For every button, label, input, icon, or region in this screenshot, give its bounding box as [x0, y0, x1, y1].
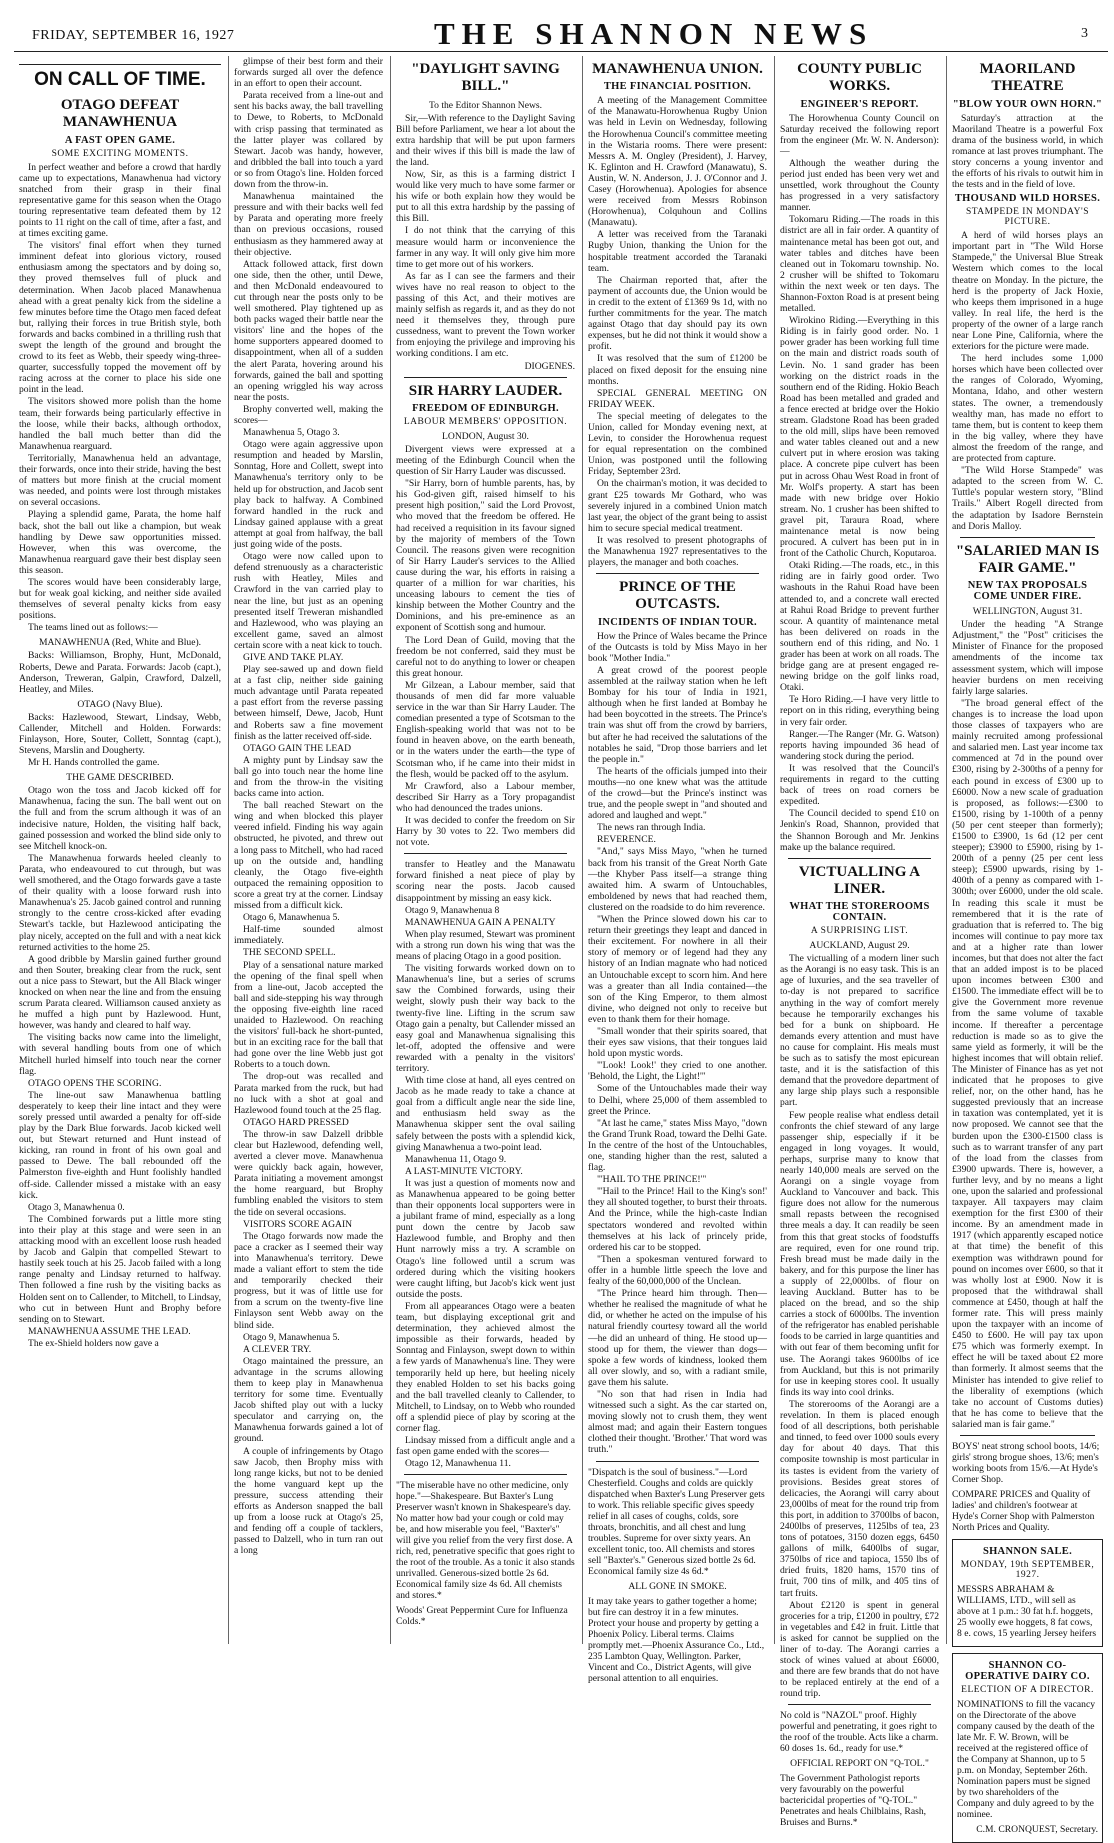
deck-surprising-list: A SURPRISING LIST. — [810, 926, 909, 937]
headline-county-works: COUNTY PUBLIC WORKS. — [797, 61, 922, 95]
paragraph: REVERENCE. — [597, 834, 656, 846]
paragraph: Te Horo Riding.—I have very little to report on in this riding, everything being in very fair order. — [780, 694, 939, 728]
ad-title: OFFICIAL REPORT ON "Q-TOL." — [790, 1758, 929, 1770]
paragraph: Lindsay missed from a difficult angle and a fast open game ended with the scores— — [396, 1435, 575, 1458]
column-1 — [14, 56, 226, 1644]
paragraph: The storerooms of the Aorangi are a revelation. In them is placed enough food of all descriptions, both perishable and tinned, to feed over 1000 souls every day for about 40 days. That this composite township is most particular in its tastes is evident from the variety of provisions. Besides great stores of delicacies, the Aorangi will carry about 23,000lbs of meat for the round trip from this port, in addition to 3700lbs of bacon, 2400lbs of preserves, 1125lbs of tea, 23 tons of potatoes, 3150 dozen eggs, 6450 gallons of milk, 6400lbs of sugar, 3750lbs of rice and tapioca, 1550 lbs of dried fruits, 1820 hams, 1570 tins of fruit, 700 tins of milk, and 405 tins of tart fruits. — [780, 1398, 939, 1599]
paragraph: Mr Gilzean, a Labour member, said that thousands of men did far more valuable service in the war than Sir Harry Lauder. The comedian presented a type of Scotsman to the English-speaking world that was not to be found in heaven above, on the earth beneath, or in the waters under the earth—the type of Scotsman who, if he came into their midst in the flesh, would be packed off to the asylum. — [396, 679, 575, 780]
subhead-blow-horn: "BLOW YOUR OWN HORN." — [952, 98, 1103, 110]
paragraph: Mr Crawford, also a Labour member, described Sir Harry as a Tory propagandist who had denounced the trades unions. — [396, 780, 575, 814]
paragraph: The Lord Dean of Guild, moving that the freedom be not conferred, said they must be careful not to do anything to lower or cheapen this great honour. — [396, 634, 575, 679]
paragraph: SPECIAL GENERAL MEETING ON FRIDAY WEEK. — [588, 387, 767, 410]
advertisement: The Government Pathologist reports very favourably on the powerful bactericidal properties of "Q-TOL." Penetrates and heals Chilblains, Rash, Bruises and Burns.* — [780, 1773, 927, 1829]
dairy-title: SHANNON CO-OPERATIVE DAIRY CO. — [965, 1660, 1090, 1683]
paragraph: A great crowd of the poorest people assembled at the railway station when he left Bombay for his tour of India in 1921, although when he first landed at Bombay he had been boycotted in the streets. The Prince's train was shut off from the crowd by barriers, but after he had received the salutations of the notables he said, "Drop those barriers and let the people in." — [588, 664, 767, 765]
paragraph: The scores would have been considerably large, but for weak goal kicking, and neither side availed themselves of several penalty kicks from easy positions. — [19, 576, 221, 622]
paragraph: It was just a question of moments now and as Manawhenua appeared to be going better than their opponents local supporters were in a jubilant frame of mind, especially as a long punt down the centre by Jacob saw Hazlewood fumble, and Brophy and then Hunt narrowly miss a try. A scramble on Otago's line followed until a scrum was ordered during which the visiting hookers were caught lifting, but Jacob's kick went just outside the posts. — [396, 1177, 575, 1300]
article-body — [19, 785, 221, 1349]
paragraph: Now, Sir, as this is a farming district I would like very much to have some farmer or his wife or both explain how they would be put to all this extra hardship by the passing of this Bill. — [396, 168, 575, 225]
divider — [788, 1704, 931, 1705]
paragraph: A CLEVER TRY. — [243, 1343, 312, 1355]
paragraph: A LAST-MINUTE VICTORY. — [405, 1165, 523, 1177]
paragraph: "When the Prince slowed down his car to return their greetings they leapt and danced in their excitement. For nowhere in all their story of memory or of legend had they any history of an Indian magnate who had noticed an Untouchable except to scorn him. And here was a greater than all India contained—the son of the King Emperor, to them almost divine, who deigned not only to receive but even to thank them for their homage. — [588, 914, 767, 1025]
advertisement: It may take years to gather together a home; but fire can destroy it in a few minutes. Protect your house and property by getting a Phoenix Policy. Liberal terms. Claims promptly met.—Phoenix Assurance Co., Ltd., 235 Lambton Quay, Wellington. Parker, Vincent and Co., District Agents, will give personal attention to all enquiries. — [588, 1595, 765, 1684]
paragraph: Territorially, Manawhenua held an advantage, their forwards, once into their stride, having the best of matters but more finish at the crucial moment was needed, and points were lost through mistakes on several occasions. — [19, 452, 221, 509]
dairy-signature: C.M. CRONQUEST, Secretary. — [976, 1824, 1098, 1836]
paragraph: "'Hail to the Prince! Hail to the King's son!' they all shouted together, to burst their throats. And the Prince, while the high-caste Indian spectators wondered and revolted within themselves at his lack of princely pride, ordered his car to be stopped. — [588, 1186, 767, 1253]
paragraph: A herd of wild horses plays an important part in "The Wild Horse Stampede," the Universal Blue Streak Western which comes to the local theatre on Monday. In the picture, the herd is the property of Jack Hoxie, who keeps them imprisoned in a huge valley. In real life, the herd is the property of the owner of a large ranch near Lone Pine, California, where the exteriors for the picture were made. — [952, 230, 1103, 353]
paragraph: THE SECOND SPELL. — [243, 947, 336, 959]
paragraph: "Then a spokesman ventured forward to offer in a humble little speech the love and fealty of the 60,000,000 of the Unclean. — [588, 1253, 767, 1288]
paragraph: Otago maintained the pressure, an advantage in the scrums allowing them to keep play in Manawhenua territory for some time. Eventually Jacob shifted play out with a lucky speculator and carrying on, the Manawhenua forwards gained a lot of ground. — [234, 1355, 383, 1445]
column-6 — [946, 56, 1108, 1836]
paragraph: Tokomaru Riding.—The roads in this district are all in fair order. A quantity of maintenance metal has been got out, and water tables and ditches have been cleaned out in Tokomaru township. No. 2 crusher will be shifted to Tokomaru within the next week or ten days. The Shannon-Foxton Road is at present being metalled. — [780, 214, 939, 315]
advertisement: "Dispatch is the soul of business."—Lord Chesterfield. Coughs and colds are quickly dispatched when Baxter's Lung Preserver gets to work. This reliable specific gives speedy relief in all cases of coughs, colds, sore throats, bronchitis, and all chest and lung troubles. Supreme for over sixty years. An excellent tonic, too. All chemists and stores sell "Baxter's." Generous sized bottle 2s 6d. Economical family size 4s 6d.* — [588, 1466, 765, 1577]
paragraph: Manawhenua maintained the pressure and with their backs well fed by Parata and operating more freely than on previous occasions, roused enthusiasm as they hammered away at their objective. — [234, 191, 383, 258]
paragraph: A couple of infringements by Otago saw Jacob, then Brophy miss with long range kicks, but not to be denied the home vanguard kept up the pressure, success attending their efforts as Anderson snapped the ball up from a loose ruck at Otago's 25, and fending off a couple of tacklers, passed to Dalzell, who in turn ran out a long — [234, 1445, 383, 1557]
team-title: OTAGO (Navy Blue). — [77, 698, 163, 710]
dateline: WELLINGTON, August 31. — [972, 606, 1083, 618]
dateline: LONDON, August 30. — [442, 430, 529, 442]
paragraph: OTAGO OPENS THE SCORING. — [28, 1077, 162, 1089]
newspaper-page — [14, 6, 1108, 1836]
paragraph: How the Prince of Wales became the Prince of the Outcasts is told by Miss Mayo in her book "Mother India." — [588, 630, 767, 664]
advertisement: "The miserable have no other medicine, only hope."—Shakespeare. But Baxter's Lung Preserver wasn't known in Shakespeare's day. No matter how bad your cough or cold may be, and how miserable you feel, "Baxter's" will give you relief from the very first dose. A rich, red, penetrative specific that goes right to the root of the trouble. As a tonic it also stands unrivalled. Generous-sized bottle 2s 6d. Economical family size 4s 6d. All chemists and stores.* — [396, 1480, 575, 1602]
paragraph: I do not think that the carrying of this measure would harm or inconvenience the farmer in any way. It will only give him more time to get more out of his workers. — [396, 225, 575, 270]
advertisement: Woods' Great Peppermint Cure for Influenza Colds.* — [396, 1605, 568, 1628]
paragraph: The news ran through India. — [597, 822, 706, 834]
paragraph: It was resolved to present photographs of the Manawhenua 1927 representatives to the players, the manager and both coaches. — [588, 534, 767, 569]
paragraph: "No son that had risen in India had witnessed such a sight. As the car started on, moving slowly not to crush them, they went almost mad; and again their Eastern tongues clothed their thought. 'Brother.' That word was truth." — [588, 1388, 767, 1456]
dairy-notice — [952, 1653, 1103, 1843]
paragraph: The visiting forwards worked down on to Manawhenua's line, but a series of scrums saw the Combined forwards, using their weight, slowly push their way back to the twenty-five line. Lifting in the scrum saw Otago gain a penalty, but Callender missed an easy goal and Manawhenua signalising this let-off, adopted the offensive and were rewarded with a penalty in the visitors' territory. — [396, 963, 575, 1074]
article-body — [952, 230, 1103, 532]
paragraph: OTAGO GAIN THE LEAD — [243, 742, 352, 754]
paragraph: The Chairman reported that, after the payment of accounts due, the Union would be in credit to the extent of £1369 9s 1d, with no further commitments for the year. The match against Otago that day should pay its own expenses, but he did not think it would show a profit. — [588, 274, 767, 353]
paragraph: A meeting of the Management Committee of the Manawatu-Horowhenua Rugby Union was held in Levin on Wednesday, following the Horowhenua Council's committee meeting in the Wistaria rooms. There were present: Messrs A. M. Ongley (President), J. Harvey, K. Eglinton and H. Crawford (Manawatu), S. Austin, W. N. Anderson, J. J. O'Connor and J. Casey (Horowhenua). Apologies for absence were received from Messrs Robinson (Horowhenua), Colquhoun and Collins (Manawatu). — [588, 95, 767, 229]
article-body — [234, 56, 383, 1556]
article-body — [396, 859, 575, 1469]
referee-line: Mr H. Hands controlled the game. — [28, 757, 160, 769]
paragraph: The herd includes some 1,000 horses which have been collected over the ranges of Colorado, Wyoming, Montana, Idaho, and other western states. The owner, a tremendously wealthy man, has made no effort to tame them, but is content to keep them in the big valley, where they have almost the freedom of the range, and are protected from capture. — [952, 353, 1103, 465]
paragraph: Otaki Riding.—The roads, etc., in this riding are in fairly good order. Two washouts in the Rahui Road have been attended to, and a concrete wall erected at Rahui Road Bridge to prevent further scour. A quantity of maintenance metal has been delivered on roads in the southern end of this riding, and No. 1 grader has been at work on all roads. The bridge gang are at present engaged re-newing bridge on the golf links road, Otaki. — [780, 560, 939, 694]
paragraph: When play resumed, Stewart was prominent with a strong run down his wing that was the means of placing Otago in a good position. — [396, 928, 575, 963]
headline-manawhenua-union: MANAWHENUA UNION. — [592, 61, 763, 77]
article-body — [396, 444, 575, 848]
paragraph: The special meeting of delegates to the Union, called for Monday evening next, at Levin, to consider the Horowhenua request for equal representation on the combined Union, was postponed until the following Friday, September 23rd. — [588, 410, 767, 478]
paragraph: Saturday's attraction at the Maoriland Theatre is a powerful Fox drama of the business world, in which romance at last proves triumphant. The story concerns a young inventor and the efforts of his rivals to outwit him in the tests and in the field of love. — [952, 112, 1103, 191]
article-body — [19, 162, 221, 634]
subhead-stampede: STAMPEDE IN MONDAY'S PICTURE. — [965, 207, 1090, 228]
article-body — [588, 631, 767, 1456]
paragraph: Manawhenua 11, Otago 9. — [405, 1153, 507, 1165]
page-number: 3 — [1081, 26, 1088, 41]
paragraph: MANAWHENUA GAIN A PENALTY — [405, 916, 556, 928]
divider — [960, 1435, 1095, 1436]
paragraph: transfer to Heatley and the Manawatu forward finished a neat piece of play by scoring near the posts. Jacob caused disappointment by missing an easy kick. — [396, 859, 575, 904]
paragraph: On the chairman's motion, it was decided to grant £25 towards Mr Gothard, who was severely injured in a combined Union match last year, the object of the grant being to assist him to secure special medical treatment. — [588, 478, 767, 534]
paragraph: VISITORS SCORE AGAIN — [243, 1218, 353, 1230]
paragraph: Divergent views were expressed at a meeting of the Edinburgh Council when the question of Sir Harry Lauder was discussed. — [396, 443, 575, 478]
paragraph: Ranger.—The Ranger (Mr. G. Watson) reports having impounded 36 head of wandering stock during the period. — [780, 728, 939, 762]
paragraph: A mighty punt by Lindsay saw the ball go into touch near the home line and from the throw-in the visiting backs came into action. — [234, 754, 383, 800]
paragraph: "'HAIL TO THE PRINCE!'" — [597, 1174, 707, 1186]
paragraph: The Council decided to spend £10 on Jenkin's Road, Shannon, provided that the Shannon Borough and Mr. Jenkins make up the balance required. — [780, 808, 939, 853]
column-3 — [390, 56, 580, 1644]
kicker-exciting-moments: SOME EXCITING MOMENTS. — [51, 148, 189, 159]
subhead-freedom: FREEDOM OF EDINBURGH. — [412, 402, 559, 414]
paragraph: "The broad general effect of the changes is to increase the load upon those classes of taxpayers who are mainly recruited among professional and salaried men. Last year income tax commenced at 7d in the pound over £300, rising by 2-300ths of a penny for each pound in excess of £300 up to £6000. Now a new scale of graduation is proposed, as follows:—£300 to £1500, rising by 1-100th of a penny (50 per cent steeper than formerly); £1500 to £3900, 1s 6d (12 per cent steeper); £3900 to £5900, rising by 1-200th of a penny (25 per cent less steep); £5900 upwards, rising by 1-400th of a penny as compared with 1-300th; over £6000, under the old scale. In reading this scale it must be remembered that it is the rate of graduation that is referred to. The big incomes will continue to pay more tax and at a higher rate than lower incomes, but that does not alter the fact that an added impost is to be placed upon incomes between £300 and £1500. The immediate effect will be to give the Government more revenue from the same volume of taxable income. If thereafter a percentage reduction is made so as to give the same yield as formerly, it will be the highest incomes that will obtain relief. The Minister of Finance has as yet not indicated that he proposes to give relief, nor, on the other hand, has he suggested previously that an increase in taxation was contemplated, yet it is now proposed. We cannot see that the burden upon the £300-£1500 class is such as to warrant transfer of any part of the load from the classes from £3900 upwards. There is, however, a further levy, and by no means a light one, upon the salaried and professional taxpayer. All taxpayers may claim exemption for the first £300 of their income. By an amendment made in 1917 (which apparently escaped notice at that time) the benefit of this exemption was withdrawn pound for pound on incomes over £600, so that it was wholly lost at £900. Now it is proposed that the withdrawal shall commence at £450, though at half the former rate. This will press mainly upon the taxpayer with an income of £450 to £600. He will pay tax upon £75 which was formerly exempt. In effect he will be taxed about £2 more than formerly. It almost seems that the Minister has intended to give relief to the liberality of exemptions (which take no account of Customs duties) that he has come to believe that the salaried man is fair game." — [952, 697, 1103, 1430]
sale-body: MESSRS ABRAHAM & WILLIAMS, LTD., will sell as above at 1 p.m.: 30 fat h.f. hoggets, 25 woolly ewe hoggets, 8 fat cows, 8 e. cows, 15 yearling Jersey heifers — [957, 1584, 1097, 1640]
divider — [960, 537, 1095, 538]
paragraph: Playing a splendid game, Parata, the home half back, shot the ball out like a champion, but weak handling by Dewe saw opportunities missed. However, when this was overcome, the Manawhenua rearguard gave their best display seen this season. — [19, 509, 221, 576]
paragraph: "Sir Harry, born of humble parents, has, by his God-given gift, raised himself to his present high position," said the Lord Provost, who moved that the freedom be offered. He had received a requisition in its favour signed by the majority of members of the Town Council. The reasons given were recognition of Sir Harry Lauder's services to the Allied cause during the war, his efforts in raising a quarter of a million for war charities, his unceasing labours to cement the ties of kinship between the Mother Country and the Dominions, and his pre-eminence as an exponent of Scottish song and humour. — [396, 478, 575, 634]
paragraph: The ball reached Stewart on the wing and when blocked this player veered infield. Finding his way again obstructed, he pivoted, and threw out a long pass to Mitchell, who had raced up on the outside and, handling cleanly, the Otago five-eighth outpaced the remaining opposition to score a great try at the corner. Lindsay missed from a difficult kick. — [234, 800, 383, 912]
paragraph: The hearts of the officials jumped into their mouths—no one knew what was the attitude of the crowd—but the Prince's instinct was true, and the people swept in "and shouted and adored and laughed and wept." — [588, 765, 767, 822]
paragraph: MANAWHENUA ASSUME THE LEAD. — [28, 1325, 191, 1337]
paragraph: It was resolved that the sum of £1200 be placed on fixed deposit for the ensuing nine months. — [588, 353, 767, 387]
paragraph: "And," says Miss Mayo, "when he turned back from his transit of the Great North Gate—the Khyber Pass itself—a strange thing awaited him. A swarm of Untouchables, emboldened by news that had reached them, clustered on the roadside to do him reverence. — [588, 846, 767, 913]
paragraph: Under the heading "A Strange Adjustment," the "Post" criticises the Minister of Finance for the proposed amendments of the income tax assessment system, which will impose heavier burdens on men receiving fairly large salaries. — [952, 619, 1103, 697]
column-2 — [228, 56, 388, 1644]
dateline: AUCKLAND, August 29. — [809, 940, 910, 952]
paragraph: In perfect weather and before a crowd that hardly came up to expectations, Manawhenua had victory snatched from their grasp in their final representative game for this season when the Otago touring representative team defeated them by 12 points to 11 right on the call of time, after a fast, and at times exciting game. — [19, 161, 221, 240]
paragraph: As far as I can see the farmers and their wives have no real reason to object to the passing of this Act, and their motives are mainly selfish as regards it, and as they do not need it themselves they, through pure cussedness, want to prevent the Town worker from enjoying the privilege and improving his working conditions. I am etc. — [396, 270, 575, 360]
paragraph: The visitors showed more polish than the home team, their forwards being particularly effective in the loose, while their backs, although orthodox, handled the ball much better than did the Manawhenua rearguard. — [19, 396, 221, 452]
subhead-financial: THE FINANCIAL POSITION. — [603, 81, 752, 93]
letter-salutation: To the Editor Shannon News. — [428, 99, 543, 111]
newspaper-title: THE SHANNON NEWS — [434, 16, 874, 51]
headline-victualling: VICTUALLING A LINER. — [798, 863, 921, 897]
paragraph: "Small wonder that their spirits soared, that their eyes saw visions, that their tongues laid hold upon mystic words. — [588, 1025, 767, 1060]
headline-salaried-man: "SALARIED MAN IS FAIR GAME." — [955, 542, 1100, 576]
divider — [596, 1461, 759, 1462]
paragraph: A letter was received from the Taranaki Rugby Union, thanking the Union for the hospitable treatment accorded the Taranaki team. — [588, 229, 767, 274]
paragraph: "The Wild Horse Stampede" was adapted to the screen from W. C. Tuttle's popular western story, "Blind Trails." Albert Rogell directed from the adaptation by Isadore Bernstein and Doris Malloy. — [952, 465, 1103, 532]
advertisement: BOYS' neat strong school boots, 14/6; girls' strong brogue shoes, 13/6; men's working boots from 15/6.—At Hyde's Corner Shop. — [952, 1441, 1100, 1486]
headline-on-call-of-time: ON CALL OF TIME. — [19, 64, 221, 91]
deck-labour: LABOUR MEMBERS' OPPOSITION. — [403, 416, 568, 427]
paragraph: The Combined forwards put a little more sting into their play at this stage and were seen in an attacking mood with an excellent loose rush headed by Jacob and Galpin that compelled Stewart to hastily seek touch at his 25. Jacob failed with a long range penalty and Lindsay returned to halfway. Then followed a fine rush by the visiting backs as Holden sent on to Callender, to Mitchell, to Lindsay, who cut in between Hunt and Brophy before sending on to Stewart. — [19, 1213, 221, 1325]
paragraph: From all appearances Otago were a beaten team, but displaying exceptional grit and determination, they achieved almost the impossible as their forwards, headed by Sonntag and Finlayson, swept down to within a few yards of Manawhenua's line. They were temporarily held up here, but heeling nicely they enabled Holden to set his backs going and the ball travelled cleanly to Callender, to Mitchell, to Lindsay, on to Webb who rounded off a splendid piece of play by scoring at the corner flag. — [396, 1300, 575, 1434]
team-list: Backs: Williamson, Brophy, Hunt, McDonald, Roberts, Dewe and Parata. Forwards: Jacob (capt.), Anderson, Treweran, Galpin, Crawford, Dalzell, Heatley, and Miles. — [19, 650, 221, 695]
paragraph: Manawhenua 5, Otago 3. — [243, 427, 340, 439]
headline-harry-lauder: SIR HARRY LAUDER. — [408, 382, 563, 399]
paragraph: GIVE AND TAKE PLAY. — [243, 651, 344, 663]
paragraph: OTAGO HARD PRESSED — [243, 1116, 349, 1128]
paragraph: Play of a sensational nature marked the opening of the final spell when from a line-out, Jacob accepted the ball and side-stepping his way through the opposing five-eighth line raced unaided to Hazlewood. On reaching the visitors' full-back he short-punted, but in an exciting race for the ball that had gone over the line Webb just got Roberts to a touch down. — [234, 959, 383, 1071]
paragraph: The visiting backs now came into the limelight, with several handling bouts from one of which Mitchell hurled himself into touch near the corner flag. — [19, 1032, 221, 1077]
column-4 — [582, 56, 772, 1684]
subhead-storerooms: WHAT THE STOREROOMS CONTAIN. — [789, 901, 930, 924]
paragraph: The Otago forwards now made the pace a cracker as I seemed their way into Manawhenua's territory. Dewe made a valiant effort to stem the tide and temporarily checked their progress, but it was of little use for from a scrum on the twenty-five line Finlayson sent Webb away on the blind side. — [234, 1230, 383, 1331]
paragraph: "'Look! Look!' they cried to one another. 'Behold, the Light, the Light!'" — [588, 1060, 767, 1083]
article-body — [588, 95, 767, 568]
team-title: MANAWHENUA (Red, White and Blue). — [38, 637, 202, 649]
paragraph: Parata received from a line-out and sent his backs away, the ball travelling to Dewe, to Roberts, to McDonald with crisp passing that terminated as the latter player was collared by Stewart. Jacob was handy, however, and dribbled the ball into touch a yard or so from Otago's line. Holden forced down from the throw-in. — [234, 90, 383, 191]
article-body — [780, 953, 939, 1699]
letter-signature: DIOGENES. — [524, 360, 575, 372]
divider — [404, 1474, 567, 1475]
paragraph: "The Prince heard him through. Then—whether he realised the magnitude of what he did, or whether he acted on the impulse of his natural friendly courtesy toward all the world—he did an unheard of thing. He stood up—stood up for them, the viewer than dogs—spoke a few words of kindness, looked them all over slowly, and so, with a radiant smile, gave them his salute. — [588, 1288, 767, 1388]
column-5 — [774, 56, 944, 1829]
paragraph: Otago were now called upon to defend strenuously as a characteristic rush with Heatley, Miles and Crawford in the van carried play to near the line, but just as an opening presented itself Treweran mishandled and Hazlewood, who was playing an excellent game, saved an almost certain score with a neat kick to touch. — [234, 551, 383, 651]
dairy-sub: ELECTION OF A DIRECTOR. — [961, 1685, 1094, 1696]
ad-title: ALL GONE IN SMOKE. — [628, 1580, 727, 1592]
paragraph: A good dribble by Marslin gained further ground and then Souter, breaking clear from the ruck, sent out a nice pass to Stewart, but the All Black winger knocked on when near the line and from the ensuing scrum Parata cleared. Williamson caused anxiety as he muffed a high punt by Hazlewood. Hunt, however, was handy and cleared to half way. — [19, 953, 221, 1032]
paragraph: Wirokino Riding.—Everything in this Riding is in fairly good order. No. 1 power grader has been working full time on the main and district roads south of Levin. No. 1 sand grader has been working on the district roads in the southern end of the Riding. Hokio Beach Road has been metalled and graded and a fence erected at bridge over the Hokio stream. Gladstone Road has been graded to the old mill, slips have been removed and water tables cleaned out and a new culvert put in where erosion was taking place. A concrete pipe culvert has been put in across Ohau West Road in front of Mr. Wolf's property. A start has been made with new bridge over Hokio stream. No. 1 crusher has been shifted to gravel pit, Taraura Road, where maintenance metal is now being procured. A culvert has been put in in front of the Catholic Church, Koputaroa. — [780, 315, 939, 560]
paragraph: Sir,—With reference to the Daylight Saving Bill before Parliament, we hear a lot about the extra hardship that will be put upon farmers and their wives if this bill is made the law of the land. — [396, 112, 575, 168]
divider — [788, 858, 931, 859]
paragraph: The visitors' final effort when they turned imminent defeat into glorious victory, roused enthusiasm among the spectators and by doing so, they proved themselves full of pluck and determination. When Jacob placed Manawhenua ahead with a great penalty kick from the sideline a few minutes before time the Otago men faced defeat but, rallying their forces in true British style, both forwards and backs combined in a thrilling rush that swept the length of the ground and brought the crowd to its feet as Webb, their speedy wing-three-quarter, successfully topped the movement off by racing across at the corner to place his side one point in the lead. — [19, 240, 221, 396]
paragraph: Otago were again aggressive upon resumption and headed by Marslin, Sonntag, Hore and Collett, swept into Manawhenua's territory only to be held up for obstruction, and Jacob sent play back to halfway. A Combined forward handled in the ruck and Lindsay gained applause with a great attempt at goal from halfway, the ball just going wide of the posts. — [234, 439, 383, 551]
paragraph: Attack followed attack, first down one side, then the other, until Dewe, and then McDonald endeavoured to cut through near the posts only to be well smothered. Play tightened up as both packs waged their battle near the visitors' line and the hopes of the home supporters appeared doomed to disappointment, when all of a sudden the alert Parata, hovering around his forwards, gained the ball and spotting an opening wriggled his way across near the posts. — [234, 258, 383, 403]
paragraph: "At last he came," states Miss Mayo, "down the Grand Trunk Road, toward the Delhi Gate. In the centre of the host of the Untouchables, one, standing higher than the rest, saluted a flag. — [588, 1117, 767, 1174]
paragraph: glimpse of their best form and their forwards surged all over the defence in an effort to open their account. — [234, 56, 383, 90]
advertisement: COMPARE PRICES and Quality of ladies' and children's footwear at Hyde's Corner Shop with Palmerston North Prices and Quality. — [952, 1489, 1095, 1534]
paragraph: Although the weather during the period just ended has been very wet and unsettled, work throughout the County has progressed in a very satisfactory manner. — [780, 157, 939, 214]
paragraph: The drop-out was recalled and Parata marked from the ruck, but had no luck with a shot at goal and Hazlewood found touch at the 25 flag. — [234, 1071, 383, 1116]
subhead-otago-defeat: OTAGO DEFEAT MANAWHENUA — [60, 97, 180, 131]
headline-maoriland-theatre: MAORILAND THEATRE — [979, 61, 1076, 95]
paragraph: Otago 3, Manawhenua 0. — [28, 1201, 125, 1213]
headline-wild-horses: THOUSAND WILD HORSES. — [954, 193, 1101, 205]
paragraph: Brophy converted well, making the scores— — [234, 403, 383, 426]
section-heading: THE GAME DESCRIBED. — [66, 772, 174, 784]
paragraph: Otago 6, Manawhenua 5. — [243, 912, 340, 924]
paragraph: With time close at hand, all eyes centred on Jacob as he made ready to take a chance at goal from a difficult angle near the side line, and enthusiasm held sway as the Manawhenua skipper sent the oval sailing safely between the posts with a splendid kick, giving Manawhenua a two-point lead. — [396, 1075, 575, 1153]
paragraph: Some of the Untouchables made their way to Delhi, where 25,000 of them assembled to greet the Prince. — [588, 1083, 767, 1117]
article-body — [952, 619, 1103, 1430]
article-body — [780, 113, 939, 853]
subhead-engineer: ENGINEER'S REPORT. — [800, 98, 919, 110]
paragraph: Few people realise what endless detail confronts the chief steward of any large passenger ship, especially if it be engaged in long voyages. It would, perhaps, surprise many to know that nearly 140,000 meals are served on the Aorangi on a single voyage from Auckland to Vancouver and back. This figure does not allow for the numerous small repasts between the recognised three meals a day. It can readily be seen from this that great stocks of foodstuffs are required, even for one round trip. Fresh bread must be made daily in the bakery, and for this purpose the liner has a supply of 22,000lbs. of flour on leaving Auckland. Butter has to be placed on the bread, and so the ship carries a stock of 6000lbs. The invention of the refrigerator has enabled perishable foods to be carried in large quantities and with out fear of them becoming unfit for use. The Aorangi takes 9600lbs of ice from Auckland, but this is not primarily for use in keeping stores cool. It usually finds its way into cool drinks. — [780, 1109, 939, 1398]
issue-date: FRIDAY, SEPTEMBER 16, 1927 — [32, 28, 235, 43]
paragraph: The teams lined out as follows:— — [28, 622, 158, 634]
paragraph: Otago 9, Manawhenua 8 — [405, 904, 500, 916]
masthead — [14, 14, 1108, 52]
advertisement: No cold is "NAZOL" proof. Highly powerful and penetrating, it goes right to the roof of the trouble. Acts like a charm. 60 doses 1s. 6d., ready for use.* — [780, 1710, 939, 1755]
paragraph: Play see-sawed up and down field at a fast clip, neither side gaining much advantage until Parata repeated a past effort from the reverse passing between himself, Dewe, Jacob, Hunt and Roberts saw a fine movement finish as the latter received off-side. — [234, 664, 383, 742]
paragraph: The ex-Shield holders now gave a — [28, 1337, 159, 1349]
paragraph: Otago 12, Manawhenua 11. — [405, 1458, 511, 1470]
paragraph: Otago won the toss and Jacob kicked off for Manawhenua, facing the sun. The ball went out on the full and from the scrum although it was of an indecisive nature, Holden, the visiting half back, gained possession and worked the blind side only to see Mitchell knock-on. — [19, 785, 221, 852]
headline-prince-outcasts: PRINCE OF THE OUTCASTS. — [619, 579, 736, 613]
article-body — [396, 113, 575, 360]
headline-daylight-saving: "DAYLIGHT SAVING BILL." — [411, 61, 560, 95]
subhead-indian-tour: INCIDENTS OF INDIAN TOUR. — [597, 616, 757, 628]
paragraph: The Horowhenua County Council on Saturday received the following report from the engineer (Mr. W. N. Anderson):— — [780, 112, 939, 157]
paragraph: The throw-in saw Dalzell dribble clear but Hazlewood, defending well, averted a clever move. Manawhenua were quickly back again, however, Parata initiating a movement amongst the home rearguard, but Brophy fumbling enabled the visitors to stem the tide on several occasions. — [234, 1128, 383, 1218]
paragraph: It was resolved that the Council's requirements in regard to the cutting back of trees on road corners be expedited. — [780, 762, 939, 808]
paragraph: The Manawhenua forwards heeled cleanly to Parata, who endeavoured to cut through, but was well smothered, and the Otago forwards gave a taste of their quality with a loose forward rush into Manawhenua's 25. Jacob gained control and running strongly to the centre cross-kicked after evading Stewart's tackle, but Hazlewood anticipating the play nicely, accepted on the full and with a neat kick returned activities to the home 25. — [19, 852, 221, 953]
dairy-body: NOMINATIONS to fill the vacancy on the Directorate of the above company caused by the death of the late Mr. F. W. Brown, will be received at the registered office of the Company at Shannon, up to 5 p.m. on Monday, September 26th. Nomination papers must be signed by two shareholders of the Company and duly agreed to by the nominee. — [957, 1699, 1096, 1821]
paragraph: It was decided to confer the freedom on Sir Harry by 30 votes to 22. Two members did not vote. — [396, 815, 575, 849]
sale-date: MONDAY, 19th SEPTEMBER, 1927. — [960, 1560, 1095, 1581]
team-list: Backs: Hazlewood, Stewart, Lindsay, Webb, Callender, Mitchell and Holden. Forwards: Finlayson, Hore, Souter, Collett, Sonntag (capt.), Stevens, Marslin and Dougherty. — [19, 711, 221, 757]
divider — [404, 377, 567, 378]
paragraph: Otago 9, Manawhenua 5. — [243, 1331, 340, 1343]
sale-title: SHANNON SALE. — [982, 1546, 1073, 1558]
subhead-tax-proposals: NEW TAX PROPOSALS COME UNDER FIRE. — [967, 580, 1088, 603]
divider — [596, 573, 759, 574]
paragraph: About £2120 is spent in general groceries for a trip, £1200 in poultry, £72 in vegetables and £42 in fruit. Little that is asked for cannot be supplied on the liner of to-day. The Aorangi carries a stock of wines valued at about £6000, and there are few brands that do not have to be replaced entirely at the end of a round trip. — [780, 1599, 939, 1700]
divider — [404, 853, 567, 854]
sale-notice — [952, 1539, 1103, 1647]
paragraph: Half-time sounded almost immediately. — [234, 924, 383, 947]
paragraph: The line-out saw Manawhenua battling desperately to keep their line intact and they were sorely pressed until awarded a penalty for off-side play by the Dark Blue forwards. Jacob kicked well out, but Stewart returned and Hunt instead of kicking, ran round in front of his own goal and passed to Dewe. The ball rebounded off the Palmerston five-eighth and Hunt foolishly handled off-side. Callender missed a mistake with an easy kick. — [19, 1089, 221, 1201]
paragraph: The victualling of a modern liner such as the Aorangi is no easy task. This is an age of luxuries, and the sea traveller of to-day is not prepared to sacrifice anything in the way of comfort merely because he temporarily exchanges his bed for a bunk on shipboard. He demands every attention and must have no cause for complaint. His meals must be such as to satisfy the most epicurean taste, and it is the satisfaction of this demand that the provedore department of any large ship plays such a responsible part. — [780, 953, 939, 1109]
article-body — [952, 113, 1103, 191]
deck-fast-open-game: A FAST OPEN GAME. — [64, 134, 176, 146]
